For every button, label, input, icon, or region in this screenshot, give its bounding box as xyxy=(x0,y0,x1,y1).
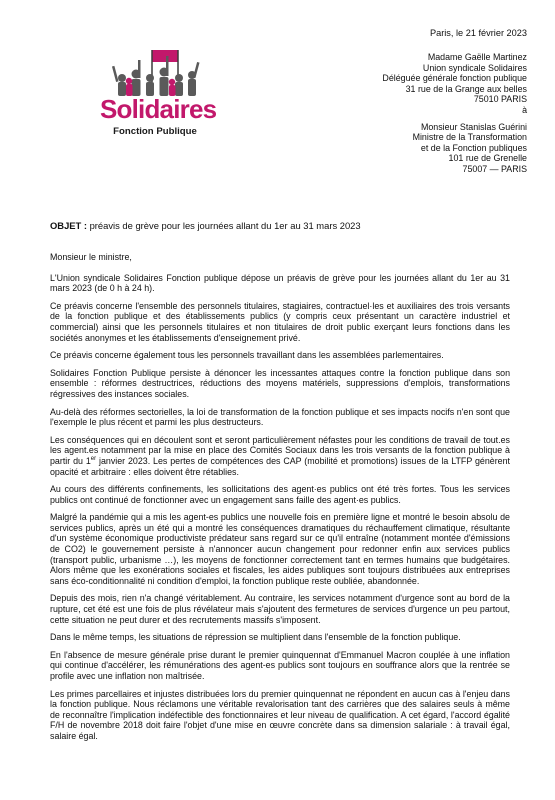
sender-line: 31 rue de la Grange aux belles xyxy=(405,83,527,94)
body-paragraph: Solidaires Fonction Publique persiste à dénoncer les incessantes attaques contre la fonction publique dans son ensemble : réformes destructrices, réductions des moyens matériels, suppressions d'emplois, transformations régressives des instances sociales. xyxy=(50,367,510,399)
superscript: er xyxy=(90,455,97,462)
subject-text: préavis de grève pour les journées allant du 1er au 31 mars 2023 xyxy=(89,220,361,231)
body-paragraph: Les primes parcellaires et injustes distribuées lors du premier quinquennat ne répondent en aucun cas à l'enjeu dans la fonction publique. Nous réclamons une véritable revalorisation tant des carrières que des salaires seuls à même de reconnaître l'implication indéfectible des fonctionnaires et leur niveau de qualification. A cet égard, l'accord égalité F/H de novembre 2018 doit faire l'objet d'une mise en œuvre concrète dans sa dimension salariale : à travail égal, salaire égal. xyxy=(50,688,510,741)
body-paragraph: Au cours des différents confinements, les sollicitations des agent·es publics ont été très fortes. Tous les services publics ont continué de fonctionner avec un engagement sans faille des agent·es publics. xyxy=(50,484,510,505)
body-paragraph: Depuis des mois, rien n'a changé véritablement. Au contraire, les services notamment d'urgence sont au bord de la rupture, cet été est une fois de plus révélateur mais s'ajoutent des fermetures de services d'urgence un peu partout, cette situation ne peut durer et des recrutements massifs s'imposent. xyxy=(50,593,510,625)
recipient-line: 75007 — PARIS xyxy=(462,163,527,174)
paragraph-text: Les conséquences qui en découlent sont et seront particulièrement néfastes pour les conditions de travail de tout.es les agent.es notamment par la mise en place des Comités Sociaux dans les trois versants de la fonction publique à partir du 1 xyxy=(50,434,510,466)
raised-fists-crowd-icon xyxy=(100,48,210,100)
subject-label: OBJET : xyxy=(50,220,87,231)
letter-body xyxy=(50,252,510,749)
logo-subtitle: Fonction Publique xyxy=(113,126,197,137)
salutation: Monsieur le ministre, xyxy=(50,252,132,262)
body-paragraph: L'Union syndicale Solidaires Fonction publique dépose un préavis de grève pour les journées allant du 1er au 31 mars 2023 (de 0 h à 24 h). xyxy=(50,272,510,294)
logo-brand-text: Solidaires xyxy=(100,94,217,124)
subject-line xyxy=(50,220,510,232)
sender-line: Madame Gaëlle Martinez xyxy=(427,52,527,62)
body-paragraph: Ce préavis concerne également tous les personnels travaillant dans les assemblées parlementaires. xyxy=(50,350,444,361)
recipient-line: Ministre de la Transformation xyxy=(412,132,527,143)
solidaires-logo xyxy=(100,48,217,140)
body-paragraph: Dans le même temps, les situations de répression se multiplient dans l'ensemble de la fonction publique. xyxy=(50,632,461,643)
sender-line: 75010 PARIS xyxy=(473,94,527,105)
body-paragraph: Malgré la pandémie qui a mis les agent-es publics une nouvelle fois en première ligne et montré le besoin absolu de services publics, après un été qui a montré les conséquences dramatiques du réchauffement climatique, résultante d'un système économique productiviste prédateur sans regard sur ce qu'il entraîne (notamment montée d'émissions de CO2) le gouvernement persiste à n'annoncer aucun changement pour redonner enfin aux services publics (transport public, urbanisme …), les moyens de fonctionner correctement tant en termes humains que budgétaires. Alors même que les exonérations sociales et fiscales, les aides publiques sont toujours distribuées aux entreprises sans éco-conditionnalité ni condition d'emploi, la fonction publique reste oubliée, abandonnée. xyxy=(50,512,510,586)
recipient-line: Monsieur Stanislas Guérini xyxy=(420,121,527,132)
paragraph-text: janvier 2023. Les pertes de compétences des CAP (mobilité et promotions) issues de la LTFP génèrent opacité et arbitraire : elles doivent être rétablies. xyxy=(50,455,510,477)
recipient-line: et de la Fonction publiques xyxy=(420,142,527,153)
body-paragraph: Ce préavis concerne l'ensemble des personnels titulaires, stagiaires, contractuel·les et auxiliaires des trois versants de la fonction publique et des établissements publics (y compris ceux présentant un caractère industriel et commercial) ainsi que les personnels titulaires et non titulaires de droit public exerçant leurs fonctions dans les sociétés anonymes et les établissements d'enseignement privé. xyxy=(50,300,510,343)
recipient-line: 101 rue de Grenelle xyxy=(448,153,527,164)
sender-line: Union syndicale Solidaires xyxy=(422,62,527,73)
place-and-date: Paris, le 21 février 2023 xyxy=(429,28,527,38)
sender-line: Déléguée générale fonction publique xyxy=(382,73,527,84)
address-block xyxy=(207,52,527,175)
body-paragraph xyxy=(50,435,510,477)
body-paragraph: En l'absence de mesure générale prise durant le premier quinquennat d'Emmanuel Macron couplée à une inflation qui continue d'accélérer, les rémunérations des agent-es publics sont toujours en souffrance alors que la rentrée se profile avec une inflation non maîtrisée. xyxy=(50,649,510,681)
body-paragraph: Au-delà des réformes sectorielles, la loi de transformation de la fonction publique et ses impacts nocifs n'en sont que l'exemple le plus récent et parmi les plus destructeurs. xyxy=(50,406,510,428)
address-separator: à xyxy=(522,104,527,115)
